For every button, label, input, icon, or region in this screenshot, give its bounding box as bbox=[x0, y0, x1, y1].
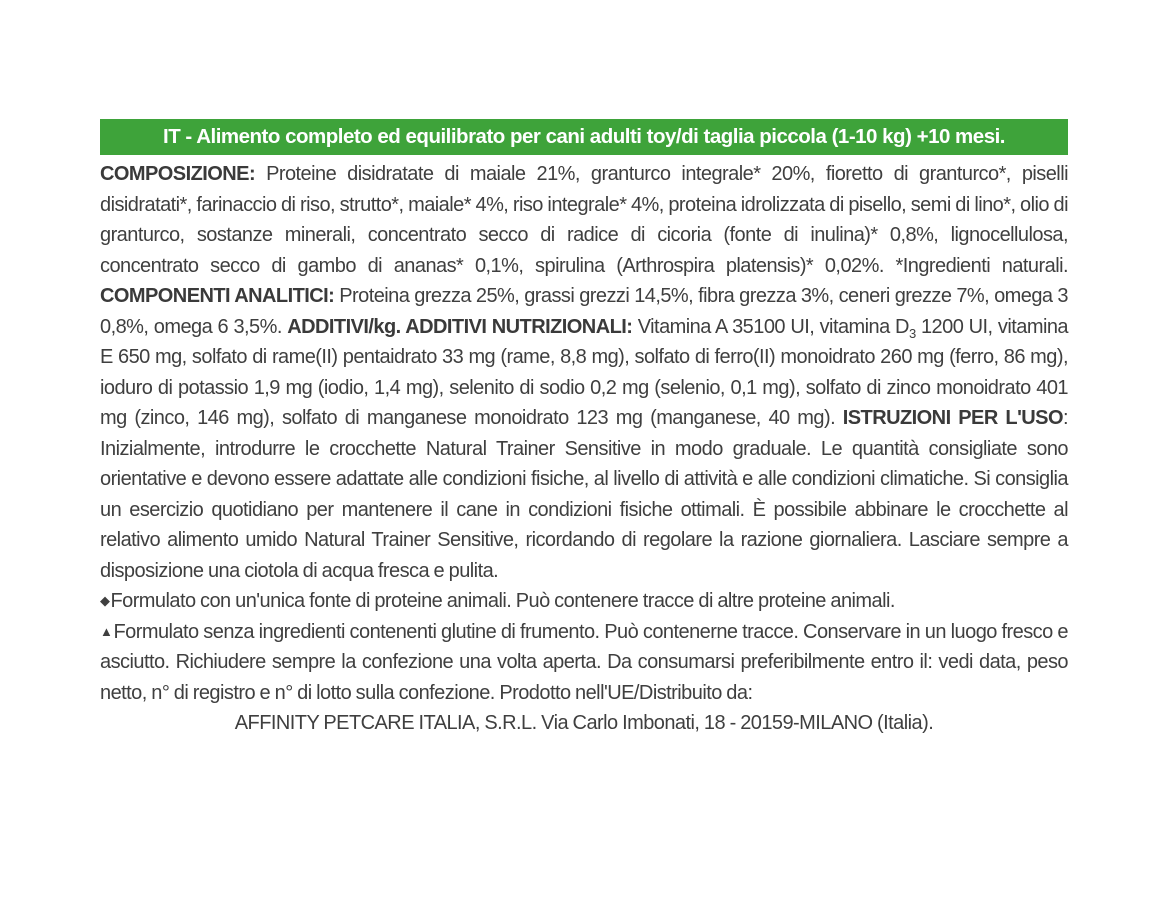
composition-heading: COMPOSIZIONE: bbox=[100, 163, 256, 185]
instructions-heading: ISTRUZIONI PER L'USO bbox=[842, 407, 1063, 429]
composition-section bbox=[100, 163, 1068, 582]
additives-text-part2: 1200 UI, vitamina E 650 mg, solfato di rame(II) pentaidrato 33 mg (rame, 8,8 mg), solfato di ferro(II) monoidrato 260 mg (ferro, 86 mg), ioduro di potassio 1,9 mg (iodio, 1,4 mg), selenito di sodio 0,2 mg (selenio, 0,1 mg), solfato di zinco monoidrato 401 mg (zinco, 146 mg), solfato di manganese monoidrato 123 mg (manganese, 40 mg). bbox=[100, 315, 1068, 429]
vitamin-d-subscript: 3 bbox=[908, 325, 916, 341]
gluten-free-note bbox=[100, 617, 1068, 709]
single-protein-note bbox=[100, 586, 1068, 617]
analytical-text: Proteina grezza 25%, grassi grezzi 14,5%, fibra grezza 3%, ceneri grezze 7%, omega 3 0,8%, omega 6 3,5%. bbox=[100, 285, 1069, 338]
additives-heading: ADDITIVI/kg. ADDITIVI NUTRIZIONALI: bbox=[287, 315, 633, 338]
distributor-address: AFFINITY PETCARE ITALIA, S.R.L. Via Carlo Imbonati, 18 - 20159-MILANO (Italia). bbox=[234, 712, 934, 734]
diamond-icon: ◆ bbox=[100, 593, 110, 608]
product-label bbox=[100, 119, 1068, 739]
header-title: IT - Alimento completo ed equilibrato per cani adulti toy/di taglia piccola (1-10 kg) +10 mesi. bbox=[163, 125, 1005, 148]
instructions-text: : Inizialmente, introdurre le crocchette Natural Trainer Sensitive in modo graduale. Le quantità consigliate sono orientative e devono essere adattate alle condizioni fisiche, al livello di attività e alle condizioni climatiche. Si consiglia un esercizio quotidiano per mantenere il cane in condizioni fisiche ottimali. È possibile abbinare le crocchette al relativo alimento umido Natural Trainer Sensitive, ricordando di regolare la razione giornaliera. Lasciare sempre a disposizione una ciotola di acqua fresca e pulita. bbox=[100, 407, 1068, 582]
composition-text: Proteine disidratate di maiale 21%, granturco integrale* 20%, fioretto di granturco*, piselli disidratati*, farinaccio di riso, strutto*, maiale* 4%, riso integrale* 4%, proteina idrolizzata di pisello, semi di lino*, olio di granturco, sostanze minerali, concentrato secco di radice di cicoria (fonte di inulina)* 0,8%, lignocellulosa, concentrato secco di gambo di ananas* 0,1%, spirulina (Arthrospira platensis)* 0,02%. *Ingredienti naturali. bbox=[100, 163, 1068, 277]
analytical-heading: COMPONENTI ANALITICI: bbox=[100, 285, 335, 307]
triangle-icon: ▲ bbox=[100, 623, 113, 639]
label-body bbox=[100, 159, 1068, 739]
gluten-free-note-text: Formulato senza ingredienti contenenti glutine di frumento. Può contenerne tracce. Conservare in un luogo fresco e asciutto. Richiudere sempre la confezione una volta aperta. Da consumarsi preferibilmente entro il: vedi data, peso netto, n° di registro e n° di lotto sulla confezione. Prodotto nell'UE/Distribuito da: bbox=[100, 620, 1068, 704]
header-bar bbox=[100, 119, 1068, 155]
additives-text-part1: Vitamina A 35100 UI, vitamina D bbox=[632, 315, 909, 338]
single-protein-note-text: Formulato con un'unica fonte di proteine animali. Può contenere tracce di altre proteine animali. bbox=[110, 590, 895, 612]
